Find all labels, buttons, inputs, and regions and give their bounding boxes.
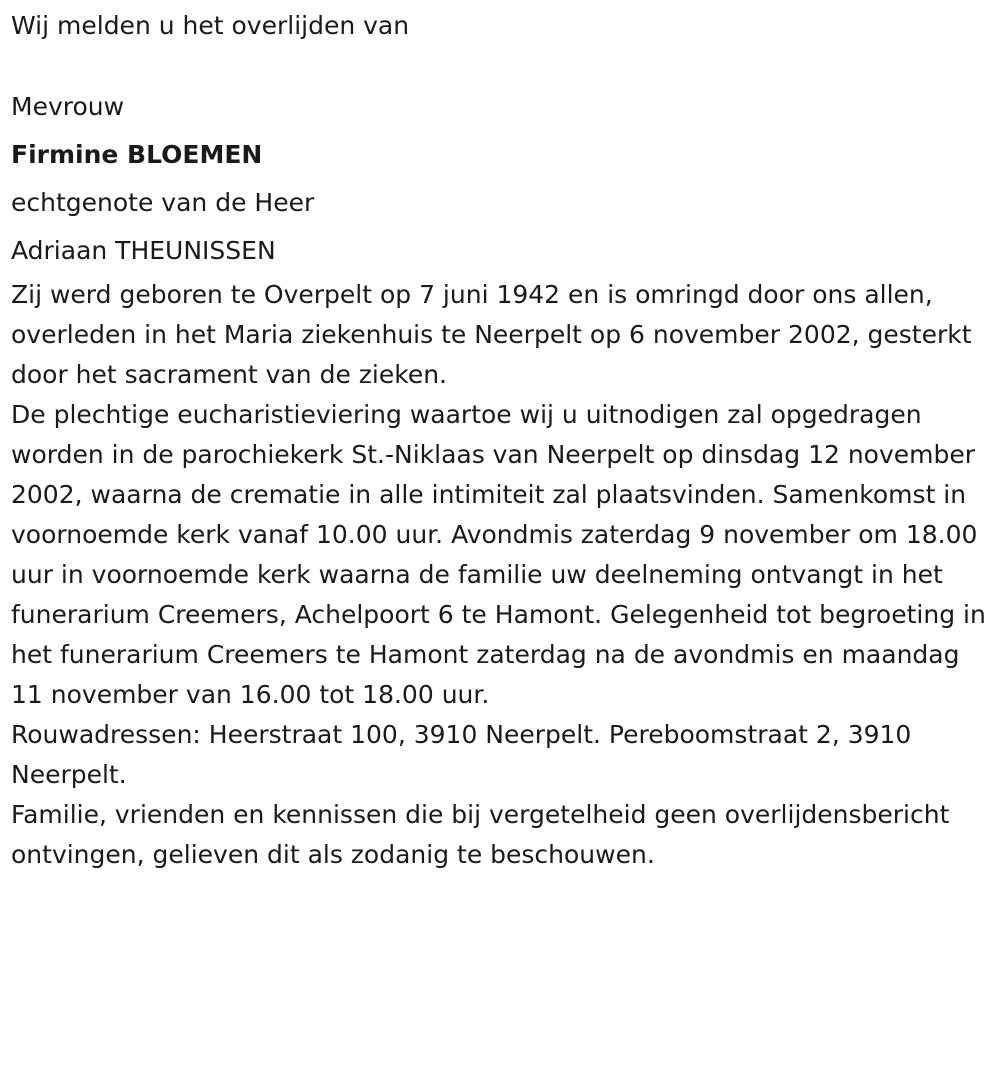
deceased-title: Mevrouw	[11, 92, 125, 121]
spouse-name: Adriaan THEUNISSEN	[11, 236, 276, 265]
deceased-block	[11, 83, 996, 275]
deceased-relation: echtgenote van de Heer	[11, 188, 315, 217]
birth-death-paragraph: Zij werd geboren te Overpelt op 7 juni 1942 en is omringd door ons allen, overleden in het Maria ziekenhuis te Neerpelt op 6 november 2002, gesterkt door het sacrament van de zieken.	[11, 280, 972, 389]
intro-text: Wij melden u het overlijden van	[11, 11, 410, 40]
deceased-name: Firmine BLOEMEN	[11, 140, 263, 169]
ceremony-paragraph: De plechtige eucharistieviering waartoe wij u uitnodigen zal opgedragen worden in de parochiekerk St.-Niklaas van Neerpelt op dinsdag 12 november 2002, waarna de crematie in alle intimiteit zal plaatsvinden. Samenkomst in voornoemde kerk vanaf 10.00 uur. Avondmis zaterdag 9 november om 18.00 uur in voornoemde kerk waarna de familie uw deelneming ontvangt in het funerarium Creemers, Achelpoort 6 te Hamont. Gelegenheid tot begroeting in het funerarium Creemers te Hamont zaterdag na de avondmis en maandag 11 november van 16.00 tot 18.00 uur.	[11, 400, 986, 709]
obituary-document	[11, 6, 996, 875]
notice-paragraph: Familie, vrienden en kennissen die bij vergetelheid geen overlijdensbericht ontvingen, gelieven dit als zodanig te beschouwen.	[11, 800, 950, 869]
addresses-paragraph: Rouwadressen: Heerstraat 100, 3910 Neerpelt. Pereboomstraat 2, 3910 Neerpelt.	[11, 720, 912, 789]
